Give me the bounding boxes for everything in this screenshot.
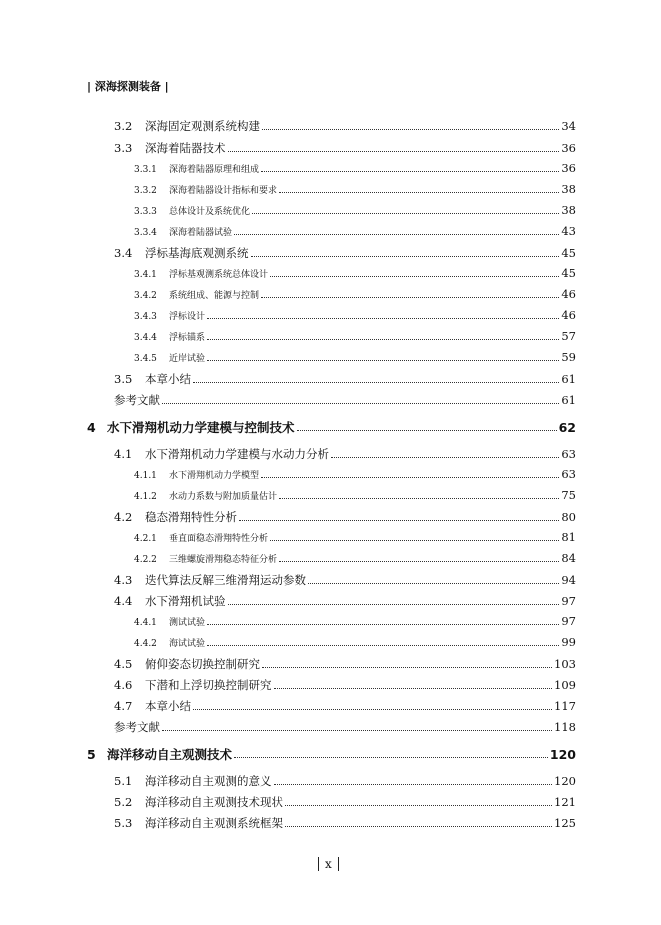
toc-entry-number: 3.4.4 <box>134 333 157 343</box>
footer-right-bar <box>338 857 339 871</box>
toc-entry-title: 稳态滑翔特性分析 <box>145 510 237 524</box>
dot-leader <box>207 360 559 361</box>
toc-entry-page: 97 <box>561 594 576 608</box>
toc-entry[interactable] <box>114 773 576 789</box>
toc-entry-title: 浮标基观测系统总体设计 <box>169 270 269 280</box>
toc-entry-page: 97 <box>561 614 576 628</box>
dot-leader <box>251 256 560 257</box>
toc-entry-number: 4.7 <box>114 699 133 713</box>
toc-entry-title: 海洋移动自主观测技术现状 <box>145 795 283 809</box>
toc-entry-title: 水下滑翔机动力学建模与水动力分析 <box>145 447 329 461</box>
toc-entry-number: 3.5 <box>114 372 133 386</box>
toc-entry-number: 4.1.1 <box>134 471 157 481</box>
dot-leader <box>285 826 552 827</box>
dot-leader <box>261 171 559 172</box>
toc-entry-number: 4.1 <box>114 447 133 461</box>
toc-entry[interactable] <box>134 635 576 649</box>
toc-entry-page: 121 <box>554 795 576 809</box>
toc-entry-page: 61 <box>561 393 576 407</box>
dot-leader <box>279 498 559 499</box>
toc-entry[interactable] <box>134 350 576 364</box>
toc-entry-page: 84 <box>561 551 576 565</box>
toc-entry-number: 3.3.2 <box>134 186 157 196</box>
toc-entry[interactable] <box>114 118 576 134</box>
toc-entry-title: 浮标设计 <box>169 312 206 322</box>
dot-leader <box>207 645 559 646</box>
page-footer <box>318 857 339 871</box>
dot-leader <box>308 583 559 584</box>
dot-leader <box>274 784 553 785</box>
dot-leader <box>279 561 559 562</box>
toc-entry-page: 63 <box>561 447 576 461</box>
toc-entry[interactable] <box>134 308 576 322</box>
toc-entry-number: 3.2 <box>114 119 133 133</box>
toc-entry-title: 深海着陆器原理和组成 <box>169 165 260 175</box>
toc-entry-page: 45 <box>561 246 576 260</box>
toc-entry-title: 海洋移动自主观测技术 <box>107 747 233 762</box>
toc-entry-title: 水下滑翔机动力学模型 <box>169 471 260 481</box>
toc-entry-page: 43 <box>561 224 576 238</box>
toc-entry-number: 4.4 <box>114 594 133 608</box>
toc-entry[interactable] <box>134 182 576 196</box>
dot-leader <box>228 604 560 605</box>
toc-entry-number: 4.4.1 <box>134 618 157 628</box>
toc-entry[interactable] <box>114 140 576 156</box>
toc-entry-page: 109 <box>554 678 576 692</box>
toc-entry[interactable] <box>134 488 576 502</box>
toc-entry-page: 63 <box>561 467 576 481</box>
toc-entry-number: 3.4.2 <box>134 291 157 301</box>
toc-entry-title: 垂直面稳态滑翔特性分析 <box>169 534 269 544</box>
toc-entry-title: 深海着陆器试验 <box>169 228 233 238</box>
dot-leader <box>270 276 559 277</box>
toc-entry-title: 海试试验 <box>169 639 206 649</box>
dot-leader <box>279 192 559 193</box>
toc-entry-page: 36 <box>561 141 576 155</box>
dot-leader <box>234 234 559 235</box>
toc-entry-title: 深海固定观测系统构建 <box>145 119 260 133</box>
toc-entry-page: 61 <box>561 372 576 386</box>
toc-entry-number: 3.4.5 <box>134 354 157 364</box>
toc-entry-page: 36 <box>561 161 576 175</box>
toc-entry[interactable] <box>114 446 576 462</box>
toc-entry-title: 浮标锚系 <box>169 333 206 343</box>
toc-entry-page: 80 <box>561 510 576 524</box>
toc-entry-number: 3.4.3 <box>134 312 157 322</box>
toc-entry-title: 水下滑翔机动力学建模与控制技术 <box>107 420 295 435</box>
toc-entry-title: 水下滑翔机试验 <box>145 594 226 608</box>
toc-entry-number: 4.3 <box>114 573 133 587</box>
toc-entry-number: 3.3.4 <box>134 228 157 238</box>
toc-entry-title: 深海着陆器设计指标和要求 <box>169 186 278 196</box>
toc-entry-title: 水动力系数与附加质量估计 <box>169 492 278 502</box>
toc-entry-page: 125 <box>554 816 576 830</box>
toc-entry-title: 下潜和上浮切换控制研究 <box>145 678 272 692</box>
dot-leader <box>162 730 552 731</box>
toc-entry-page: 46 <box>561 287 576 301</box>
toc-entry-title: 俯仰姿态切换控制研究 <box>145 657 260 671</box>
toc-entry[interactable] <box>134 614 576 628</box>
toc-entry-number: 4.6 <box>114 678 133 692</box>
toc-entry[interactable] <box>114 698 576 714</box>
toc-entry-page: 57 <box>561 329 576 343</box>
dot-leader <box>234 757 548 758</box>
toc-entry-page: 120 <box>549 747 576 762</box>
toc-entry-page: 118 <box>554 720 576 734</box>
toc-entry-title: 迭代算法反解三维滑翔运动参数 <box>145 573 306 587</box>
footer-left-bar <box>318 857 319 871</box>
toc-entry-page: 38 <box>561 182 576 196</box>
dot-leader <box>270 540 559 541</box>
toc-entry[interactable] <box>114 509 576 525</box>
toc-entry[interactable] <box>134 161 576 175</box>
toc-entry-page: 81 <box>561 530 576 544</box>
toc-entry-title: 总体设计及系统优化 <box>169 207 251 217</box>
dot-leader <box>162 403 559 404</box>
toc-entry-title: 系统组成、能源与控制 <box>169 291 260 301</box>
dot-leader <box>207 318 559 319</box>
dot-leader <box>274 688 553 689</box>
toc-entry-title: 本章小结 <box>145 699 191 713</box>
toc-entry[interactable] <box>134 287 576 301</box>
page-number: x <box>325 857 332 871</box>
toc-entry-number: 4.1.2 <box>134 492 157 502</box>
toc-entry[interactable] <box>134 551 576 565</box>
toc-entry[interactable] <box>87 745 576 763</box>
toc-entry-page: 75 <box>561 488 576 502</box>
toc-entry-title: 参考文献 <box>114 393 160 407</box>
toc-entry-title: 浮标基海底观测系统 <box>145 246 249 260</box>
toc-entry-number: 4.2.1 <box>134 534 157 544</box>
toc-entry[interactable] <box>114 371 576 387</box>
toc-entry-number: 4.4.2 <box>134 639 157 649</box>
toc-entry-title: 深海着陆器技术 <box>145 141 226 155</box>
toc-entry-number: 3.3 <box>114 141 133 155</box>
toc-entry-number: 3.3.3 <box>134 207 157 217</box>
toc-entry-title: 测试试验 <box>169 618 206 628</box>
toc-entry[interactable] <box>134 467 576 481</box>
toc-entry-title: 近岸试验 <box>169 354 206 364</box>
toc-entry-page: 103 <box>554 657 576 671</box>
toc-entry[interactable] <box>114 572 576 588</box>
toc-entry-number: 5 <box>87 747 96 762</box>
dot-leader <box>262 129 559 130</box>
toc-entry-page: 117 <box>554 699 576 713</box>
toc-entry-page: 38 <box>561 203 576 217</box>
toc-entry[interactable] <box>134 224 576 238</box>
toc-entry[interactable] <box>134 329 576 343</box>
toc-entry-number: 3.4 <box>114 246 133 260</box>
toc-entry-number: 5.1 <box>114 774 133 788</box>
toc-entry[interactable] <box>114 815 576 831</box>
toc-entry-title: 本章小结 <box>145 372 191 386</box>
toc-entry-title: 三维螺旋滑翔稳态特征分析 <box>169 555 278 565</box>
toc-entry-page: 59 <box>561 350 576 364</box>
toc-entry[interactable] <box>134 530 576 544</box>
toc-entry[interactable] <box>114 677 576 693</box>
dot-leader <box>239 520 559 521</box>
toc-entry[interactable] <box>114 719 576 735</box>
toc-entry-title: 海洋移动自主观测系统框架 <box>145 816 283 830</box>
dot-leader <box>285 805 552 806</box>
toc-entry-number: 3.4.1 <box>134 270 157 280</box>
dot-leader <box>261 297 559 298</box>
toc-entry-page: 120 <box>554 774 576 788</box>
toc-entry[interactable] <box>114 245 576 261</box>
toc-entry-title: 海洋移动自主观测的意义 <box>145 774 272 788</box>
toc-entry[interactable] <box>134 203 576 217</box>
toc-entry[interactable] <box>114 593 576 609</box>
toc-entry-number: 4 <box>87 420 96 435</box>
dot-leader <box>207 339 559 340</box>
dot-leader <box>297 430 557 431</box>
dot-leader <box>331 457 559 458</box>
toc-entry[interactable] <box>114 794 576 810</box>
toc-entry-number: 5.3 <box>114 816 133 830</box>
toc-entry[interactable] <box>114 392 576 408</box>
dot-leader <box>252 213 559 214</box>
toc-entry-number: 3.3.1 <box>134 165 157 175</box>
toc-entry[interactable] <box>134 266 576 280</box>
dot-leader <box>261 477 559 478</box>
toc-entry-number: 4.2.2 <box>134 555 157 565</box>
dot-leader <box>207 624 559 625</box>
toc-entry[interactable] <box>87 418 576 436</box>
dot-leader <box>262 667 552 668</box>
toc-entry-number: 5.2 <box>114 795 133 809</box>
toc-entry-page: 94 <box>561 573 576 587</box>
running-header: | 深海探测装备 | <box>87 80 169 93</box>
toc-entry[interactable] <box>114 656 576 672</box>
dot-leader <box>193 382 559 383</box>
toc-entry-page: 45 <box>561 266 576 280</box>
toc-entry-page: 46 <box>561 308 576 322</box>
toc-entry-page: 99 <box>561 635 576 649</box>
toc-entry-page: 34 <box>561 119 576 133</box>
toc-entry-number: 4.5 <box>114 657 133 671</box>
toc-entry-page: 62 <box>558 420 576 435</box>
toc-entry-number: 4.2 <box>114 510 133 524</box>
dot-leader <box>193 709 552 710</box>
dot-leader <box>228 151 560 152</box>
toc-entry-title: 参考文献 <box>114 720 160 734</box>
